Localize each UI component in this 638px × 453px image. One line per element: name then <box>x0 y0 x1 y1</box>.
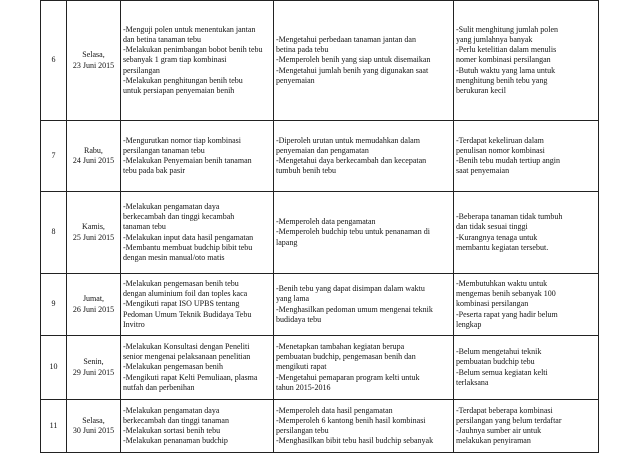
obstacle-line: -Jauhnya sumber air untuk <box>456 426 542 435</box>
results-cell <box>274 192 454 274</box>
results-cell <box>274 400 454 453</box>
result-line: mengikuti rapat <box>276 362 327 372</box>
row-number: 11 <box>41 400 67 453</box>
results-cell <box>274 121 454 192</box>
activity-line: -Membantu membuat budchip bibit tebu <box>123 242 253 252</box>
activity-line: -Menguji polen untuk menentukan jantan <box>123 24 256 34</box>
obstacle-line: -Terdapat beberapa kombinasi <box>456 405 553 415</box>
obstacle-line: pembuatan budchip tebu <box>456 357 535 367</box>
result-line: -Menetapkan tambahan kegiatan berupa <box>276 341 405 351</box>
activity-line: -Melakukan sortasi benih tebu <box>123 426 221 435</box>
result-line: budidaya tebu <box>276 314 322 324</box>
activities-cell <box>121 400 274 453</box>
activity-line: tebu pada bak pasir <box>123 166 185 176</box>
row-date: 30 Juni 2015 <box>72 426 115 435</box>
result-line: -Memperoleh data hasil pengamatan <box>276 405 393 415</box>
activity-line: -Melakukan penanaman budchip <box>123 436 228 446</box>
activities-cell <box>121 192 274 274</box>
activity-line: -Melakukan pengemasan benih <box>123 362 223 372</box>
obstacle-line: -Belum semua kegiatan kelti <box>456 367 548 377</box>
activity-line: -Melakukan penghitungan benih tebu <box>123 75 243 85</box>
row-date: 29 Juni 2015 <box>72 367 115 377</box>
obstacle-line: membantu kegiatan tersebut. <box>456 242 549 252</box>
activity-line: -Melakukan Konsultasi dengan Peneliti <box>123 341 250 351</box>
activity-log-table <box>40 0 599 453</box>
results-cell <box>274 1 454 121</box>
activity-line: dengan aluminium foil dan toples kaca <box>123 289 248 299</box>
row-date: 25 Juni 2015 <box>72 232 115 242</box>
row-date-cell <box>67 400 121 453</box>
obstacle-line: nomer kombinasi persilangan <box>456 55 551 65</box>
row-day: Kamis, <box>82 222 105 232</box>
obstacles-cell <box>454 400 599 453</box>
activity-line: -Melakukan pengamatan daya <box>123 405 220 415</box>
obstacles-cell <box>454 274 599 336</box>
activity-line: persilangan <box>123 65 160 75</box>
table-row <box>41 1 599 121</box>
row-day: Senin, <box>83 357 104 367</box>
obstacle-line: yang jumlahnya banyak <box>456 34 533 44</box>
obstacle-line: -Peserta rapat yang hadir belum <box>456 309 558 319</box>
obstacle-line: -Kurangnya tenaga untuk <box>456 232 538 242</box>
activity-line: Invitro <box>123 319 145 329</box>
obstacles-cell <box>454 336 599 400</box>
row-date-cell <box>67 1 121 121</box>
activity-line: berkecambah dan tinggi kecambah <box>123 212 235 222</box>
activities-cell <box>121 121 274 192</box>
activities-cell <box>121 274 274 336</box>
activities-cell <box>121 336 274 400</box>
obstacle-line: -Benih tebu mudah tertiup angin <box>456 156 560 165</box>
activity-line: -Melakukan pengemasan benih tebu <box>123 278 239 288</box>
obstacle-line: -Beberapa tanaman tidak tumbuh <box>456 212 563 222</box>
row-number: 8 <box>41 192 67 274</box>
table-row <box>41 274 599 336</box>
activity-line: senior mengenai pelaksanaan penelitian <box>123 352 251 362</box>
obstacle-line: -Perlu ketelitian dalam menulis <box>456 45 557 55</box>
obstacle-line: terlaksana <box>456 377 489 387</box>
obstacle-line: lengkap <box>456 319 482 329</box>
result-line: -Memperoleh budchip tebu untuk penanaman di <box>276 227 430 237</box>
obstacle-line: penulisan nomor kombinasi <box>456 145 545 155</box>
activity-line: -Mengikuti rapat ISO UPBS tentang <box>123 299 240 309</box>
activity-line: sebanyak 1 gram tiap kombinasi <box>123 55 227 65</box>
activity-line: dan betina tanaman tebu <box>123 34 201 44</box>
activity-line: dengan mesin manual/oto matis <box>123 252 225 262</box>
activity-log-body <box>41 1 599 453</box>
results-cell <box>274 336 454 400</box>
result-line: tahun 2015-2016 <box>276 382 331 392</box>
result-line: betina pada tebu <box>276 45 329 55</box>
obstacles-cell <box>454 121 599 192</box>
result-line: -Diperoleh urutan untuk memudahkan dalam <box>276 135 420 145</box>
result-line: -Mengetahui perbedaan tanaman jantan dan <box>276 34 416 44</box>
row-day: Rabu, <box>84 145 103 155</box>
result-line: tumbuh benih tebu <box>276 166 336 176</box>
row-date: 24 Juni 2015 <box>72 156 115 165</box>
row-date: 26 Juni 2015 <box>72 304 115 314</box>
obstacle-line: -Terdapat kekeliruan dalam <box>456 135 544 145</box>
activity-line: tanaman tebu <box>123 222 166 232</box>
activity-line: -Mengikuti rapat Kelti Pemuliaan, plasma <box>123 372 258 382</box>
result-line: -Memperoleh benih yang siap untuk disemaikan <box>276 55 431 65</box>
result-line: lapang <box>276 237 298 247</box>
table-row <box>41 121 599 192</box>
obstacles-cell <box>454 1 599 121</box>
obstacle-line: persilangan yang belum terdaftar <box>456 415 562 425</box>
row-date-cell <box>67 192 121 274</box>
row-number: 10 <box>41 336 67 400</box>
obstacle-line: melakukan penyiraman <box>456 436 531 446</box>
obstacle-line: -Butuh waktu yang lama untuk <box>456 65 556 75</box>
activity-line: -Melakukan pengamatan daya <box>123 201 220 211</box>
obstacle-line: kombinasi persilangan <box>456 299 529 309</box>
result-line: -Memperoleh 6 kantong benih hasil kombinasi <box>276 415 426 425</box>
result-line: -Menghasilkan pedoman umum mengenai teknik <box>276 304 433 314</box>
row-number: 9 <box>41 274 67 336</box>
result-line: penyemaian dan pengamatan <box>276 145 369 155</box>
obstacle-line: saat penyemaian <box>456 166 510 176</box>
row-date-cell <box>67 121 121 192</box>
activity-line: -Melakukan input data hasil pengamatan <box>123 232 254 242</box>
row-date-cell <box>67 274 121 336</box>
result-line: persilangan tebu <box>276 426 329 435</box>
result-line: -Memperoleh data pengamatan <box>276 217 376 227</box>
result-line: pembuatan budchip, pengemasan benih dan <box>276 352 416 362</box>
obstacle-line: mengemas benih sebanyak 100 <box>456 289 556 299</box>
row-number: 6 <box>41 1 67 121</box>
activity-line: nutfah dan perbenihan <box>123 382 195 392</box>
activity-line: berkecambah dan tinggi tanaman <box>123 415 229 425</box>
row-day: Selasa, <box>82 415 105 425</box>
obstacle-line: -Belum mengetahui teknik <box>456 347 542 357</box>
result-line: penyemaian <box>276 75 315 85</box>
activity-line: persilangan tanaman tebu <box>123 145 205 155</box>
result-line: -Mengetahui daya berkecambah dan kecepatan <box>276 156 427 165</box>
activity-line: -Mengurutkan nomor tiap kombinasi <box>123 135 241 145</box>
activity-line: -Melakukan Penyemaian benih tanaman <box>123 156 252 165</box>
obstacle-line: berukuran kecil <box>456 86 506 95</box>
obstacles-cell <box>454 192 599 274</box>
row-number: 7 <box>41 121 67 192</box>
row-date-cell <box>67 336 121 400</box>
activity-line: Pedoman Umum Teknik Budidaya Tebu <box>123 309 252 319</box>
activity-line: untuk persiapan penyemaian benih <box>123 86 235 95</box>
result-line: -Mengetahui jumlah benih yang digunakan saat <box>276 65 429 75</box>
result-line: yang lama <box>276 294 310 304</box>
obstacle-line: -Membutuhkan waktu untuk <box>456 278 548 288</box>
row-day: Selasa, <box>82 50 105 60</box>
obstacle-line: dan tidak sesuai tinggi <box>456 222 528 232</box>
activities-cell <box>121 1 274 121</box>
table-row <box>41 400 599 453</box>
results-cell <box>274 274 454 336</box>
result-line: -Menghasilkan bibit tebu hasil budchip sebanyak <box>276 436 434 446</box>
activity-line: -Melakukan penimbangan bobot benih tebu <box>123 45 263 55</box>
table-row <box>41 336 599 400</box>
obstacle-line: menghitung benih tebu yang <box>456 75 548 85</box>
row-date: 23 Juni 2015 <box>72 60 115 70</box>
table-row <box>41 192 599 274</box>
row-day: Jumat, <box>82 294 105 304</box>
result-line: -Benih tebu yang dapat disimpan dalam waktu <box>276 284 425 294</box>
obstacle-line: -Sulit menghitung jumlah polen <box>456 24 558 34</box>
result-line: -Mengetahui pemaparan program kelti untuk <box>276 372 420 382</box>
